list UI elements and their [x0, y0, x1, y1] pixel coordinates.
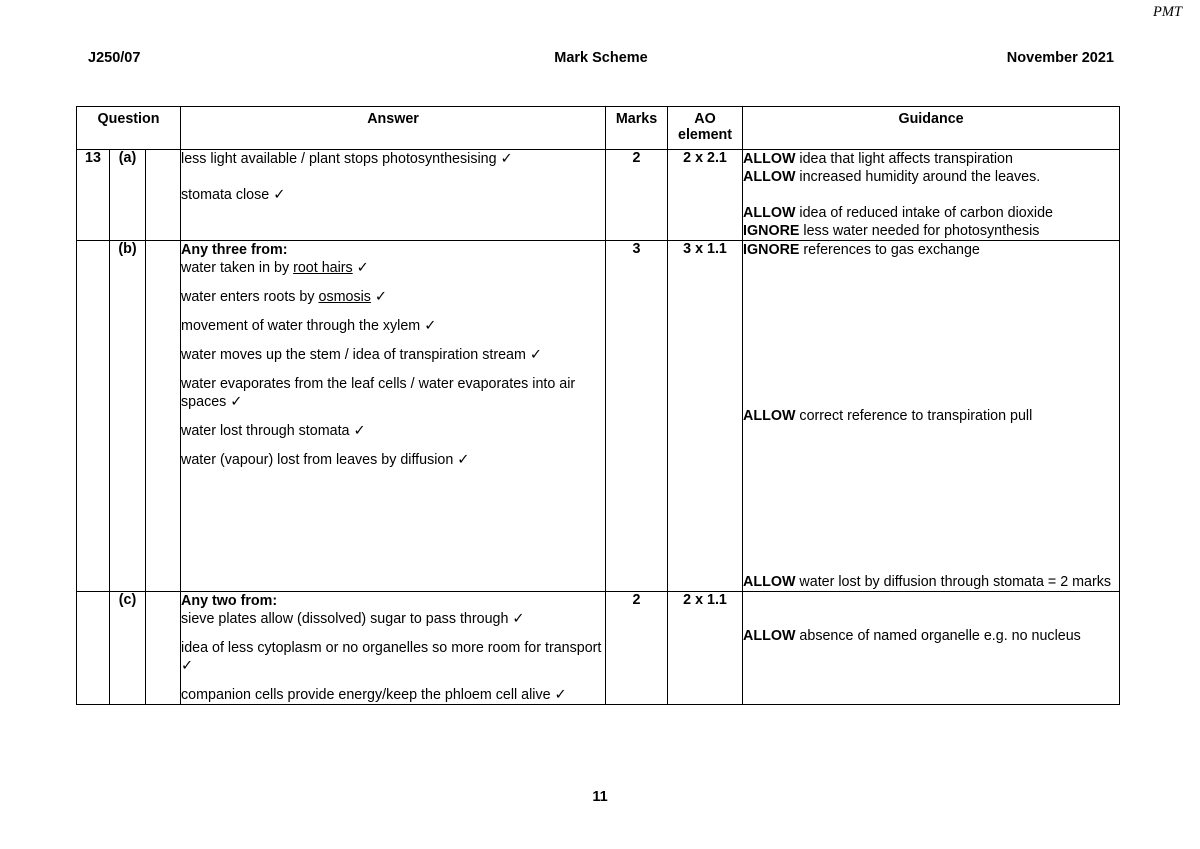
ao-label-line1: AO — [694, 111, 716, 127]
column-header-answer: Answer — [181, 107, 606, 150]
question-subpart — [146, 591, 181, 704]
guidance-line: IGNORE less water needed for photosynthesis — [743, 222, 1040, 239]
guidance-cell — [743, 240, 1120, 591]
guidance-line: ALLOW idea of reduced intake of carbon dioxide — [743, 204, 1053, 221]
guidance-text: idea that light affects transpiration — [799, 150, 1013, 167]
page-title: Mark Scheme — [554, 50, 648, 66]
table-row — [77, 240, 1120, 591]
answer-point: idea of less cytoplasm or no organelles so more room for transport ✓ — [181, 639, 602, 674]
answer-point: water moves up the stem / idea of transpiration stream ✓ — [181, 346, 542, 363]
guidance-line: IGNORE references to gas exchange — [743, 241, 980, 258]
ao-label-line2: element — [678, 127, 733, 144]
guidance-line: ALLOW idea that light affects transpiration — [743, 150, 1013, 167]
ao-element-cell: 3 x 1.1 — [668, 240, 743, 591]
question-number — [77, 240, 110, 591]
column-header-question: Question — [77, 107, 181, 150]
answer-point: stomata close ✓ — [181, 186, 286, 203]
answer-cell — [181, 240, 606, 591]
guidance-cell — [743, 149, 1120, 240]
answer-heading: Any two from: — [181, 592, 278, 609]
page-number: 11 — [592, 789, 608, 805]
question-subpart — [146, 149, 181, 240]
question-letter: (b) — [110, 240, 146, 591]
ao-element-cell: 2 x 1.1 — [668, 591, 743, 704]
question-letter: (a) — [110, 149, 146, 240]
marks-cell: 3 — [606, 240, 668, 591]
answer-point: water enters roots by osmosis ✓ — [181, 288, 387, 305]
answer-point: companion cells provide energy/keep the phloem cell alive ✓ — [181, 686, 567, 703]
marks-cell: 2 — [606, 149, 668, 240]
answer-point: water evaporates from the leaf cells / water evaporates into air spaces ✓ — [181, 375, 576, 410]
answer-point: movement of water through the xylem ✓ — [181, 317, 437, 334]
question-number — [77, 591, 110, 704]
guidance-line: ALLOW absence of named organelle e.g. no nucleus — [743, 627, 1081, 644]
answer-cell — [181, 149, 606, 240]
document-header — [76, 50, 1124, 66]
guidance-text: less water needed for photosynthesis — [803, 222, 1040, 239]
guidance-line: ALLOW water lost by diffusion through stomata = 2 marks — [743, 573, 1112, 590]
question-letter: (c) — [110, 591, 146, 704]
paper-code: J250/07 — [88, 50, 141, 66]
guidance-cell — [743, 591, 1120, 704]
pmt-watermark: PMT — [1153, 4, 1182, 20]
ao-element-cell: 2 x 2.1 — [668, 149, 743, 240]
answer-point: water lost through stomata ✓ — [181, 422, 366, 439]
answer-point: sieve plates allow (dissolved) sugar to pass through ✓ — [181, 610, 525, 627]
question-subpart — [146, 240, 181, 591]
table-header-row — [77, 107, 1120, 150]
guidance-text: water lost by diffusion through stomata = 2 marks — [799, 573, 1112, 590]
table-row — [77, 591, 1120, 704]
exam-date: November 2021 — [1006, 50, 1114, 66]
marks-cell: 2 — [606, 591, 668, 704]
question-number: 13 — [77, 149, 110, 240]
answer-heading: Any three from: — [181, 241, 288, 258]
guidance-text: correct reference to transpiration pull — [799, 407, 1033, 424]
guidance-text: absence of named organelle e.g. no nucleus — [799, 627, 1081, 644]
table-row — [77, 149, 1120, 240]
guidance-text: increased humidity around the leaves. — [799, 168, 1041, 185]
guidance-line: ALLOW increased humidity around the leaves. — [743, 168, 1041, 185]
column-header-ao-element — [668, 107, 743, 150]
column-header-marks: Marks — [606, 107, 668, 150]
column-header-guidance: Guidance — [743, 107, 1120, 150]
answer-cell — [181, 591, 606, 704]
answer-point: water (vapour) lost from leaves by diffusion ✓ — [181, 451, 470, 468]
answer-point: water taken in by root hairs ✓ — [181, 259, 369, 276]
guidance-line: ALLOW correct reference to transpiration pull — [743, 407, 1033, 424]
mark-scheme-table — [76, 106, 1120, 705]
guidance-text: references to gas exchange — [803, 241, 980, 258]
guidance-text: idea of reduced intake of carbon dioxide — [799, 204, 1053, 221]
answer-point: less light available / plant stops photosynthesising ✓ — [181, 150, 513, 167]
